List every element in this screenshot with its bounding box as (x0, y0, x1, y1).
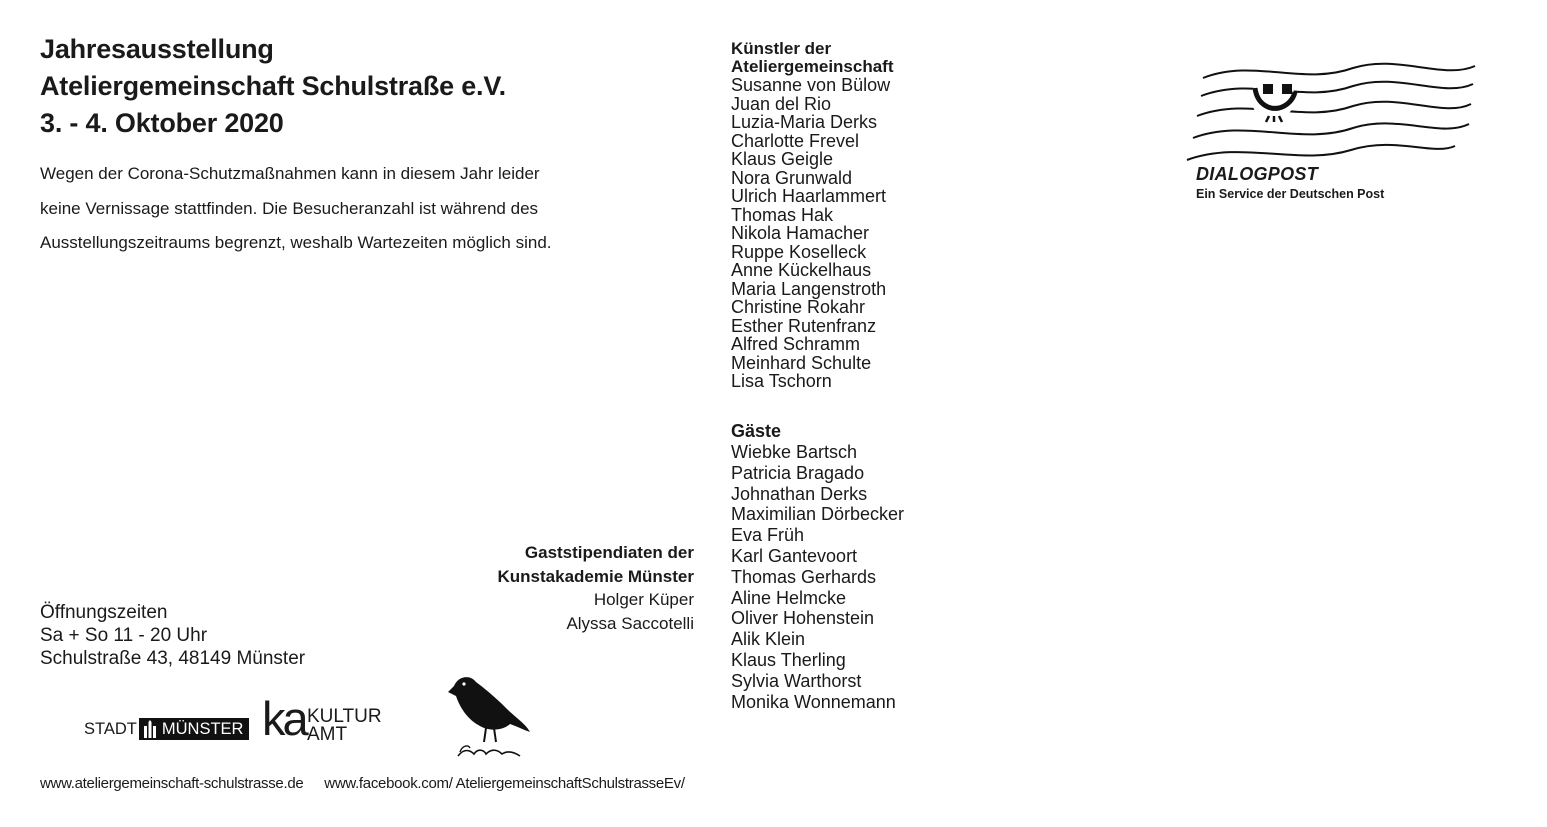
facebook-link[interactable]: www.facebook.com/ AteliergemeinschaftSchulstrasseEv/ (324, 775, 685, 792)
opening-heading: Öffnungszeiten (40, 602, 168, 623)
intro-line: Ausstellungszeitraums begrenzt, weshalb Wartezeiten möglich sind. (40, 233, 552, 252)
muenster-label: MÜNSTER (161, 720, 244, 738)
page-title (40, 31, 506, 142)
members-heading: Künstler der (731, 39, 832, 58)
intro-paragraph (40, 157, 680, 261)
website-link[interactable]: www.ateliergemeinschaft-schulstrasse.de (40, 775, 304, 792)
member-name: Anne Kückelhaus (731, 260, 872, 280)
kultur-label: KULTUR (307, 706, 382, 727)
stipend-heading: Gaststipendiaten der (524, 543, 694, 562)
stipend-name: Holger Küper (593, 590, 694, 609)
member-name: Alfred Schramm (731, 334, 861, 354)
kulturamt-logo (307, 708, 382, 744)
member-name: Meinhard Schulte (731, 352, 872, 373)
address: Schulstraße 43, 48149 Münster (40, 648, 306, 669)
opening-times: Sa + So 11 - 20 Uhr (40, 625, 208, 646)
member-name: Nikola Hamacher (731, 223, 870, 243)
member-name: Juan del Rio (731, 93, 832, 114)
stadt-muenster-logo (84, 718, 249, 740)
members-heading: Ateliergemeinschaft (731, 57, 894, 76)
guest-name: Aline Helmcke (731, 587, 847, 608)
member-name: Ulrich Haarlammert (731, 186, 887, 206)
member-name: Susanne von Bülow (731, 75, 891, 95)
guest-name: Patricia Bragado (731, 462, 865, 483)
member-name: Thomas Hak (731, 204, 834, 225)
sponsor-logos (84, 694, 404, 748)
stipend-name: Alyssa Saccotelli (566, 613, 694, 633)
title-line: Jahresausstellung (40, 34, 274, 64)
stadt-label: STADT (84, 720, 137, 738)
guest-name: Monika Wonnemann (731, 691, 896, 712)
guest-name: Klaus Therling (731, 649, 846, 670)
title-line: Ateliergemeinschaft Schulstraße e.V. (40, 71, 506, 101)
muenster-block (139, 718, 250, 740)
stipend-heading: Kunstakademie Münster (497, 566, 694, 586)
dialogpost-title: DIALOGPOST (1196, 164, 1319, 184)
kulturamt-ka-mark: ka (262, 692, 306, 745)
member-name: Charlotte Frevel (731, 130, 860, 151)
guest-name: Johnathan Derks (731, 483, 868, 504)
guest-name: Alik Klein (731, 629, 806, 650)
member-name: Luzia-Maria Derks (731, 112, 878, 132)
member-name: Klaus Geigle (731, 149, 834, 169)
member-name: Lisa Tschorn (731, 371, 832, 391)
member-name: Christine Rokahr (731, 297, 866, 317)
guest-name: Oliver Hohenstein (731, 608, 875, 629)
title-line: 3. - 4. Oktober 2020 (40, 108, 284, 138)
guests-heading: Gäste (731, 421, 782, 441)
member-name: Maria Langenstroth (731, 278, 887, 299)
guests-list (731, 420, 904, 712)
bird-logo-icon (440, 672, 536, 762)
members-list (731, 40, 894, 391)
guest-name: Sylvia Warthorst (731, 670, 862, 691)
cathedral-icon (143, 720, 157, 738)
footer-links (40, 775, 685, 792)
guest-name: Wiebke Bartsch (731, 442, 858, 462)
intro-line: Wegen der Corona-Schutzmaßnahmen kann in diesem Jahr leider (40, 164, 540, 183)
dialogpost-stamp (1183, 58, 1483, 208)
dialogpost-subtitle: Ein Service der Deutschen Post (1196, 187, 1385, 201)
stipend-block (498, 541, 695, 635)
member-name: Nora Grunwald (731, 167, 853, 188)
member-name: Ruppe Koselleck (731, 241, 867, 262)
guest-name: Maximilian Dörbecker (731, 504, 905, 525)
guest-name: Eva Früh (731, 525, 805, 546)
amt-label: AMT (307, 724, 348, 745)
intro-line: keine Vernissage stattfinden. Die Besucheranzahl ist während des (40, 198, 539, 218)
opening-hours (40, 601, 305, 670)
postage-wave-icon (1183, 58, 1483, 168)
member-name: Esther Rutenfranz (731, 315, 877, 336)
guest-name: Thomas Gerhards (731, 566, 877, 587)
guest-name: Karl Gantevoort (731, 545, 858, 566)
